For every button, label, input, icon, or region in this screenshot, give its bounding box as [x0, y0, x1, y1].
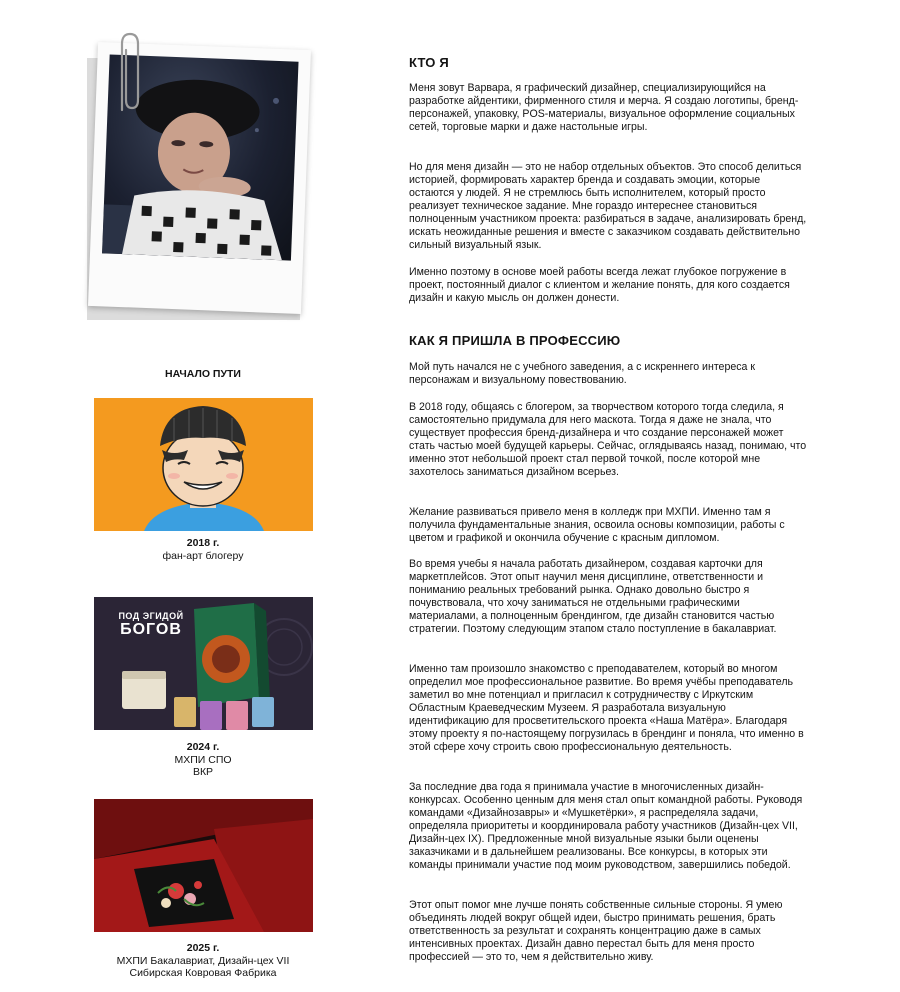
game-title-line1: ПОД ЭГИДОЙ: [118, 611, 184, 621]
about-paragraph-1: Меня зовут Варвара, я графический дизайнер, специализирующийся на разработке айдентики, фирменного стиля и мерча. Я создаю логотипы, бренд-персонажей, упаковку, POS-материалы, визуальное оформление социальных сетей, торговые марки и даже настольные игры.: [409, 82, 799, 133]
timeline-year: 2018 г.: [186, 537, 220, 549]
career-paragraph-4: Во время учебы я начала работать дизайнером, создавая карточки для маркетплейсов. Этот опыт научил меня дисциплине, ответственности и пониманию реальных требований рынка. Однако довольно быстро я почувствовала, что хочу заниматься не отдельными графическими материалами, а полноценным брендингом, где дизайн становится частью стратегии. Поэтому следующим этапом стало поступление в бакалавриат.: [409, 558, 777, 635]
game-title-line2: БОГОВ: [120, 621, 182, 638]
timeline-caption: Сибирская Ковровая Фабрика: [129, 967, 277, 979]
career-paragraph-7: Этот опыт помог мне лучше понять собственные сильные стороны. Я умею объединять людей вокруг общей идеи, быстро принимать решения, брать ответственность за результат и сохранять концентрацию даже в самых интенсивных проектах. Дизайн давно перестал быть для меня просто профессией — это то, чем я действительно живу.: [409, 899, 783, 963]
about-title: КТО Я: [409, 55, 449, 70]
timeline-title: НАЧАЛО ПУТИ: [165, 368, 241, 380]
career-paragraph-3: Желание развиваться привело меня в колледж при МХПИ. Именно там я получила фундаментальные знания, освоила основы композиции, работы с цветом и графикой и окончила обучение с красным дипломом.: [409, 506, 785, 544]
career-paragraph-2: В 2018 году, общаясь с блогером, за творчеством которого тогда следила, я самостоятельно придумала для него маскота. Тогда я даже не знала, что существует профессия бренд-дизайнера и что создание персонажей может стать частью моей будущей карьеры. Сейчас, оглядываясь назад, понимаю, что именно этот небольшой проект стал первой точкой, после которой мне захотелось заниматься дизайном всерьез.: [409, 401, 807, 478]
timeline-caption: ВКР: [192, 766, 214, 778]
career-paragraph-1: Мой путь начался не с учебного заведения, а с искреннего интереса к персонажам и визуальному повествованию.: [409, 361, 756, 386]
timeline-year: 2025 г.: [186, 942, 220, 954]
carpet-box-image: [94, 799, 313, 932]
timeline-year: 2024 г.: [186, 741, 220, 753]
paperclip-icon: [112, 30, 142, 120]
career-paragraph-5: Именно там произошло знакомство с преподавателем, который во многом определил мое профессиональное развитие. Во время учёбы преподаватель заметил во мне потенциал и пригласил к сотрудничеству с Иркутским Областным Краеведческим Музеем. Я разработала визуальную идентификацию для просветительского проекта «Наша Матёра». Благодаря этому проекту я по-настоящему погрузилась в брендинг и поняла, что именно в этой сфере хочу строить свою профессиональную деятельность.: [409, 663, 804, 753]
fanart-image: [94, 398, 313, 531]
timeline-item-2025: [93, 942, 313, 980]
timeline-caption: МХПИ Бакалавриат, Дизайн-цех VII: [116, 954, 290, 967]
about-paragraph-3: Именно поэтому в основе моей работы всегда лежат глубокое погружение в проект, постоянный диалог с клиентом и желание понять, для кого создается дизайн и какую мысль он должен донести.: [409, 266, 790, 304]
board-game-image: [94, 597, 313, 730]
career-paragraph-6: За последние два года я принимала участие в многочисленных дизайн-конкурсах. Особенно ценным для меня стал опыт командной работы. Руководя командами «Дизайнозавры» и «Мушкетёрки», я распределяла задачи, определяла приоритеты и координировала работу участников (Дизайн-цех VII, Дизайн-цех IX). Предложенные мной визуальные языки были оценены заказчиками и в дальнейшем реализованы. Все конкурсы, в которых эти команды принимали участие под моим руководством, завершились победой.: [409, 781, 803, 871]
timeline-item-2018: [93, 537, 313, 562]
timeline-caption: МХПИ СПО: [174, 753, 232, 766]
timeline-caption: фан-арт блогеру: [162, 549, 244, 562]
timeline-item-2024: [93, 741, 313, 779]
career-title: КАК Я ПРИШЛА В ПРОФЕССИЮ: [409, 333, 621, 348]
about-paragraph-2: Но для меня дизайн — это не набор отдельных объектов. Это способ делиться историей, формировать характер бренда и создавать эмоции, которые остаются у людей. Я не стремлюсь быть исполнителем, который просто реализует техническое задание. Мне гораздо интереснее становиться полноценным участником проекта: разбираться в задаче, анализировать бренд, искать неожиданные решения и вместе с заказчиком создавать действительно сильный визуальный язык.: [409, 161, 807, 251]
